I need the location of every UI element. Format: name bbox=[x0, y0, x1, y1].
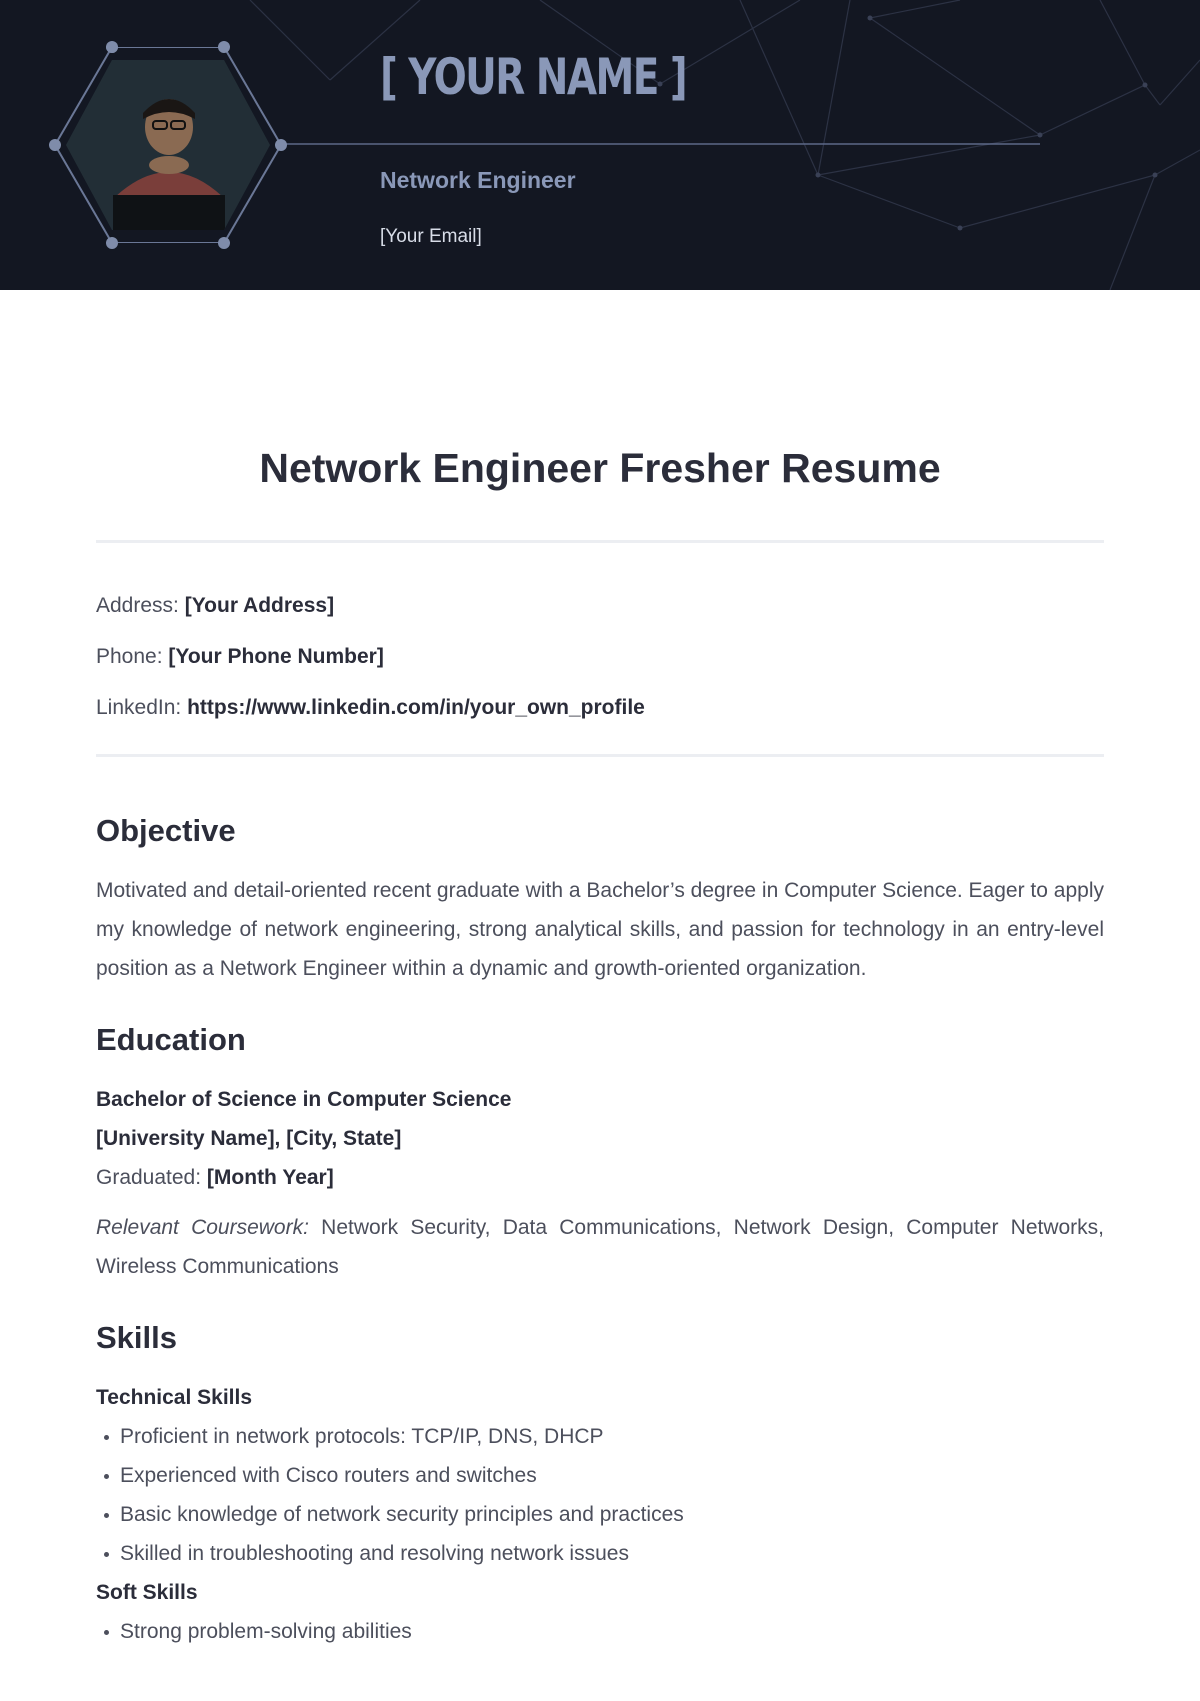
skills-heading: Skills bbox=[96, 1320, 177, 1355]
technical-skills-list bbox=[96, 1417, 1104, 1573]
list-item: Proficient in network protocols: TCP/IP, DNS, DHCP bbox=[104, 1417, 1104, 1456]
contact-section bbox=[96, 593, 1104, 721]
technical-skills-heading: Technical Skills bbox=[96, 1386, 253, 1409]
graduated-value: [Month Year] bbox=[206, 1166, 334, 1189]
coursework-label: Relevant Coursework: bbox=[96, 1216, 309, 1239]
education-coursework bbox=[96, 1208, 1104, 1286]
education-university bbox=[96, 1119, 1104, 1158]
header-banner bbox=[0, 0, 1200, 290]
graduated-label: Graduated: bbox=[96, 1166, 202, 1189]
address-value: [Your Address] bbox=[184, 594, 335, 617]
coursework-value: Network Security, Data Communications, Network Design, Computer Networks, Wireless Communications bbox=[96, 1216, 1105, 1278]
profile-photo bbox=[55, 47, 283, 243]
divider bbox=[96, 540, 1104, 543]
linkedin-label: LinkedIn: bbox=[96, 696, 182, 719]
address-label: Address: bbox=[96, 594, 179, 617]
list-item: Basic knowledge of network security principles and practices bbox=[104, 1495, 1104, 1534]
list-item: Skilled in troubleshooting and resolving network issues bbox=[104, 1534, 1104, 1573]
candidate-email: [Your Email] bbox=[380, 226, 482, 247]
candidate-name: [ YOUR NAME ] bbox=[380, 48, 687, 106]
soft-skills-list bbox=[96, 1612, 1104, 1651]
objective-text: Motivated and detail-oriented recent graduate with a Bachelor’s degree in Computer Science. Eager to apply my knowledge of network engineering, strong analytical skills, and passion for technology in an entry-level position as a Network Engineer within a dynamic and growth-oriented organization. bbox=[96, 879, 1104, 980]
resume-body bbox=[96, 440, 1104, 1651]
contact-phone bbox=[96, 644, 1104, 670]
list-item: Experienced with Cisco routers and switches bbox=[104, 1456, 1104, 1495]
objective-heading: Objective bbox=[96, 813, 236, 848]
linkedin-link[interactable]: https://www.linkedin.com/in/your_own_profile bbox=[187, 696, 645, 719]
university-name: [University Name], [City, State] bbox=[96, 1127, 402, 1150]
phone-value: [Your Phone Number] bbox=[168, 645, 384, 668]
contact-address bbox=[96, 593, 1104, 619]
education-heading: Education bbox=[96, 1022, 246, 1057]
education-graduated bbox=[96, 1158, 1104, 1197]
divider bbox=[96, 754, 1104, 757]
list-item: Strong problem-solving abilities bbox=[104, 1612, 1104, 1651]
document-title: Network Engineer Fresher Resume bbox=[259, 445, 941, 491]
phone-label: Phone: bbox=[96, 645, 163, 668]
education-degree: Bachelor of Science in Computer Science bbox=[96, 1088, 512, 1111]
candidate-role: Network Engineer bbox=[380, 167, 576, 193]
contact-linkedin bbox=[96, 695, 1104, 721]
hexagon-vertex-dots bbox=[55, 47, 283, 243]
soft-skills-heading: Soft Skills bbox=[96, 1581, 198, 1604]
